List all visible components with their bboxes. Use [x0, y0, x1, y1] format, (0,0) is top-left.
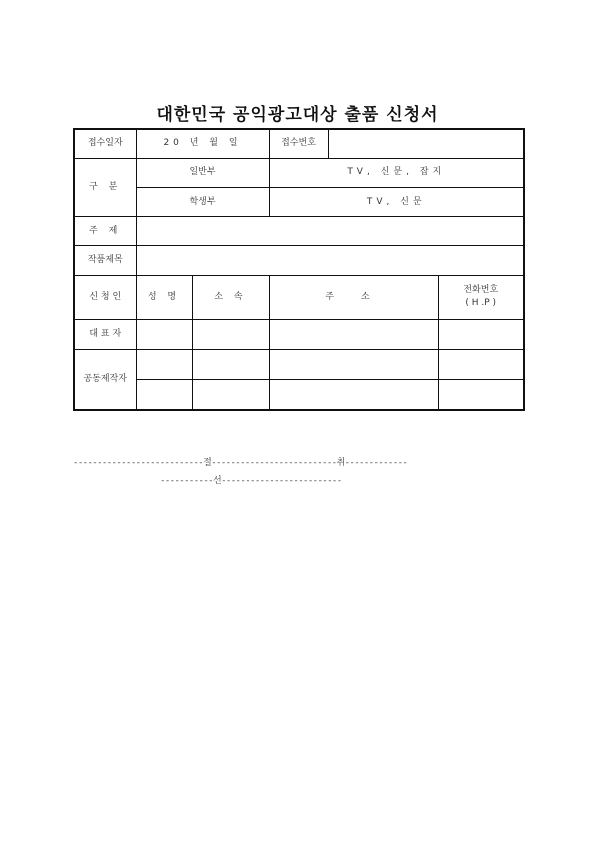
coproducer-affiliation-field[interactable]	[192, 350, 269, 380]
representative-phone-field[interactable]	[438, 319, 524, 349]
student-division-media: TV, 신문	[269, 187, 524, 216]
application-form-table	[73, 128, 525, 411]
reception-number-value[interactable]	[328, 129, 524, 158]
cut-line-top: ---------------------------절--------------------------취-------------	[73, 458, 408, 468]
representative-row	[74, 319, 524, 349]
coproducer-phone-field[interactable]	[438, 350, 524, 380]
phone-header-hp: ( H .P )	[465, 298, 497, 309]
reception-number-label: 접수번호	[269, 129, 328, 158]
representative-label: 대 표 자	[74, 319, 136, 349]
general-division-row	[74, 158, 524, 187]
work-title-label: 작품제목	[74, 246, 136, 275]
theme-row	[74, 217, 524, 246]
category-label: 구 분	[74, 158, 136, 216]
coproducer-affiliation-field[interactable]	[192, 380, 269, 410]
reception-date-value[interactable]: 20 년 월 일	[136, 129, 269, 158]
work-title-row	[74, 246, 524, 275]
affiliation-column-header: 소 속	[192, 275, 269, 319]
theme-field[interactable]	[136, 217, 524, 246]
general-division-media: TV, 신문, 잡지	[269, 158, 524, 187]
phone-header-label: 전화번호	[463, 285, 499, 296]
coproducer-label: 공동제작자	[74, 350, 136, 410]
coproducer-row	[74, 380, 524, 410]
coproducer-address-field[interactable]	[269, 380, 438, 410]
name-column-header: 성 명	[136, 275, 192, 319]
general-division-label: 일반부	[136, 158, 269, 187]
coproducer-name-field[interactable]	[136, 350, 192, 380]
reception-row	[74, 129, 524, 158]
theme-label: 주 제	[74, 217, 136, 246]
coproducer-address-field[interactable]	[269, 350, 438, 380]
address-column-header: 주 소	[269, 275, 438, 319]
applicant-header-row	[74, 275, 524, 319]
work-title-field[interactable]	[136, 246, 524, 275]
representative-name-field[interactable]	[136, 319, 192, 349]
coproducer-phone-field[interactable]	[438, 380, 524, 410]
representative-address-field[interactable]	[269, 319, 438, 349]
coproducer-row	[74, 350, 524, 380]
representative-affiliation-field[interactable]	[192, 319, 269, 349]
applicant-label: 신 청 인	[74, 275, 136, 319]
student-division-row	[74, 187, 524, 216]
coproducer-name-field[interactable]	[136, 380, 192, 410]
student-division-label: 학생부	[136, 187, 269, 216]
reception-date-label: 접수일자	[74, 129, 136, 158]
cut-line-bottom: -----------선-------------------------	[160, 476, 342, 486]
phone-column-header	[438, 275, 524, 319]
form-title: 대한민국 공익광고대상 출품 신청서	[156, 105, 439, 125]
